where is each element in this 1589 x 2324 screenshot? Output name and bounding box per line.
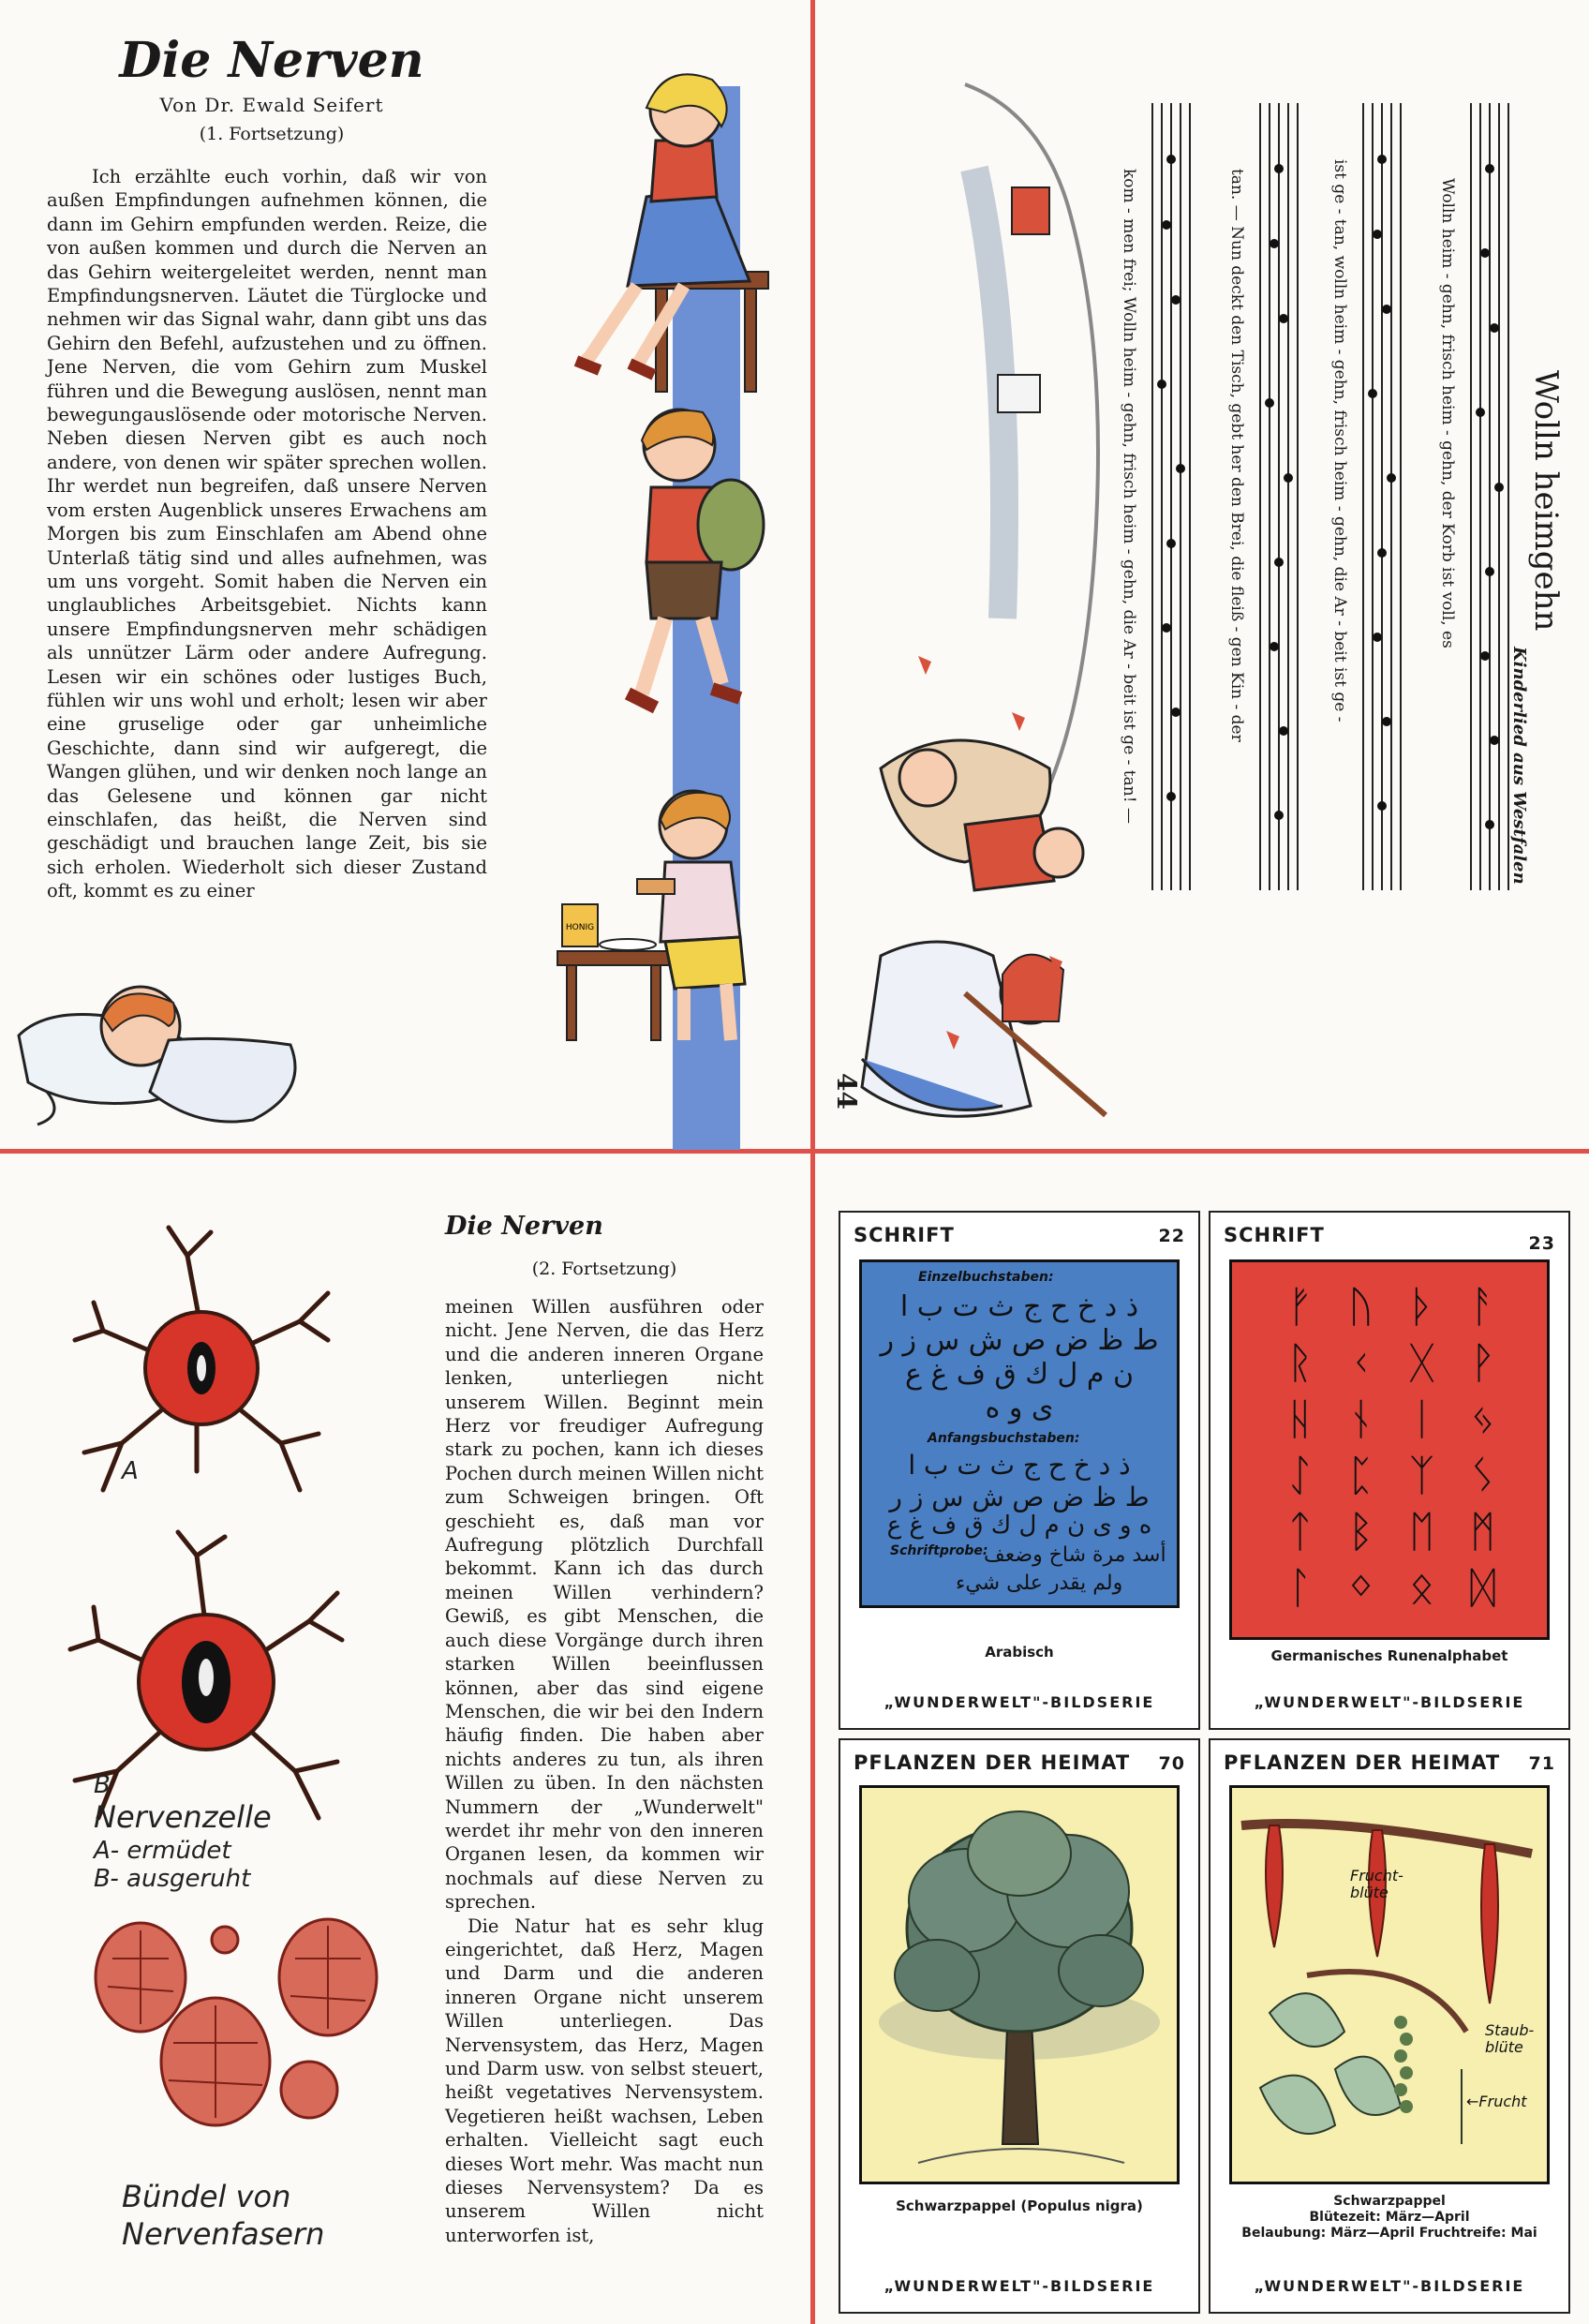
rune-glyph: ᚲ xyxy=(1347,1337,1374,1388)
q3-title: Die Nerven xyxy=(445,1212,603,1241)
rune-glyph: ᚾ xyxy=(1347,1393,1374,1444)
caption-buendel: Bündel von xyxy=(122,2179,291,2214)
rune-glyph: ᛜ xyxy=(1347,1562,1374,1613)
card-category: SCHRIFT xyxy=(1224,1224,1325,1246)
song-line-1: Wolln heim - gehn, frisch heim - gehn, der Korb ist voll, es xyxy=(1438,178,1457,648)
vertical-divider xyxy=(810,0,815,2324)
rune-glyph: ᚨ xyxy=(1469,1281,1496,1332)
horizontal-divider xyxy=(0,1149,1589,1154)
poplar-tree-image xyxy=(859,1785,1180,2184)
arabic-row-6: ط ظ ض ص ش س ز ر xyxy=(889,1482,1150,1512)
card-header xyxy=(1210,1740,1568,1783)
rune-glyph: ᛒ xyxy=(1347,1506,1374,1557)
rune-glyph: ᛗ xyxy=(1469,1506,1496,1557)
song-line-3: tan. — Nun deckt den Tisch, gebt her den Brei, die fleiß - gen Kin - der xyxy=(1227,169,1246,742)
girl-on-stool-illustration xyxy=(525,56,778,422)
sleeping-child-illustration xyxy=(9,951,319,1139)
card-caption-line-1: Schwarzpappel xyxy=(1333,2194,1446,2209)
jar-label: HONIG xyxy=(565,923,595,932)
rune-glyph: ᛊ xyxy=(1469,1450,1496,1500)
q3-body-paragraph-2: Die Natur hat es sehr klug eingerichtet, daß Herz, Magen und Darm und die anderen inneren Organe nicht unserem Willen unterliegen. Das Nervensystem, das Herz, Magen und Darm usw. von selbst steuert, heißt vegetatives Nervensystem. Vegetieren heißt wachsen, Leben erhalten. Vielleicht sagt euch dieses Wort mehr. Was macht nun dieses Nervensystem? Da es unserem Willen nicht unterworfen ist, xyxy=(445,1914,764,2246)
runes-grid xyxy=(1270,1281,1513,1618)
caption-ermuedet: A- ermüdet xyxy=(94,1837,231,1865)
card-header xyxy=(840,1213,1198,1256)
rune-glyph: ᛃ xyxy=(1469,1393,1496,1444)
rune-glyph: ᛏ xyxy=(1286,1506,1314,1557)
rune-glyph: ᛇ xyxy=(1286,1450,1314,1500)
card-caption xyxy=(1210,2194,1568,2242)
card-caption: Schwarzpappel (Populus nigra) xyxy=(896,2197,1143,2214)
article-title: Die Nerven xyxy=(119,32,424,89)
card-footer: „WUNDERWELT"-BILDSERIE xyxy=(1254,2277,1525,2295)
rune-glyph: ᛁ xyxy=(1408,1393,1435,1444)
song-title-text: Wolln heimgehn xyxy=(1527,370,1565,632)
arabic-heading-1: Einzelbuchstaben: xyxy=(918,1270,1054,1285)
nerve-fibers-illustration xyxy=(84,1902,384,2146)
card-footer: „WUNDERWELT"-BILDSERIE xyxy=(1254,1693,1525,1711)
arabic-row-2: ط ظ ض ص ش س ز ر xyxy=(880,1324,1159,1357)
card-number: 23 xyxy=(1528,1233,1555,1254)
rune-glyph: ᛟ xyxy=(1408,1562,1435,1613)
autumn-children-illustration xyxy=(824,56,1134,1153)
rune-glyph: ᚦ xyxy=(1408,1281,1435,1332)
branch-drawing xyxy=(1232,1788,1547,2182)
card-caption-line-3: Belaubung: März—April Fruchtreife: Mai xyxy=(1241,2226,1537,2241)
boy-with-backpack-illustration xyxy=(590,394,778,740)
page-number-text: 44 xyxy=(831,1073,862,1110)
article-part: (1. Fortsetzung) xyxy=(199,124,345,144)
song-title xyxy=(1527,370,1565,631)
boy-eating-illustration xyxy=(543,778,778,1059)
card-caption: Arabisch xyxy=(985,1644,1054,1661)
card-pflanzen-70 xyxy=(839,1738,1200,2314)
article-author: Von Dr. Ewald Seifert xyxy=(159,94,384,116)
arabic-row-5: ذ د خ ح ج ث ت ب ا xyxy=(908,1450,1131,1481)
rune-glyph: ᛈ xyxy=(1347,1450,1374,1500)
card-footer: „WUNDERWELT"-BILDSERIE xyxy=(884,2277,1155,2295)
q3-body xyxy=(445,1295,764,2247)
card-caption: Germanisches Runenalphabet xyxy=(1270,1647,1508,1664)
rune-glyph: ᛚ xyxy=(1286,1562,1314,1613)
arabic-sample-1: أسد مرة شاخ وضعف xyxy=(984,1543,1166,1567)
label-b: B xyxy=(94,1771,111,1799)
card-category: PFLANZEN DER HEIMAT xyxy=(1224,1751,1501,1774)
arabic-heading-2: Anfangsbuchstaben: xyxy=(928,1431,1080,1446)
card-number: 70 xyxy=(1158,1753,1185,1774)
arabic-row-1: ذ د خ ح ج ث ت ب ا xyxy=(899,1290,1139,1323)
poplar-branch-image xyxy=(1229,1785,1550,2184)
q3-body-paragraph-1: meinen Willen ausführen oder nicht. Jene Nerven, die das Herz und die anderen inneren Organe lenken, unterliegen nicht unserem Willen. Beginnt mein Herz vor freudiger Aufregung stark zu pochen, kann ich dieses Pochen durch meinen Willen nicht zum Schweigen bringen. Oft geschieht es, daß man vor Aufregung plötzlich Durchfall bekommt. Kann ich das durch meinen Willen verhindern? Gewiß, es gibt Menschen, die auch diese Vorgänge durch ihren starken Willen beeinflussen können, aber das sind eigene Menschen, die wir bei den Indern häufig finden. Die haben aber nichts anderes zu tun, als ihren Willen zu üben. In den nächsten Nummern der „Wunderwelt" werdet ihr mehr von den inneren Organen lesen, da kommen wir nochmals auf diese Nerven zu sprechen. xyxy=(445,1296,764,1914)
card-number: 71 xyxy=(1528,1753,1555,1774)
rune-glyph: ᚹ xyxy=(1469,1337,1496,1388)
song-subtitle-text: Kinderlied aus Westfalen xyxy=(1509,647,1529,885)
runes-image xyxy=(1229,1259,1550,1640)
card-category: SCHRIFT xyxy=(854,1224,955,1246)
label-frucht: ←Frucht xyxy=(1466,2093,1527,2110)
arabic-row-7: ه و ى ن م ل ك ق ف غ ع xyxy=(886,1512,1152,1540)
rune-glyph: ᛉ xyxy=(1408,1450,1435,1500)
arabic-row-4: ى و ه xyxy=(985,1392,1054,1424)
arabic-script-image xyxy=(859,1259,1180,1608)
card-schrift-23 xyxy=(1209,1211,1570,1730)
caption-ausgeruht: B- ausgeruht xyxy=(94,1865,251,1893)
label-a: A xyxy=(122,1457,139,1485)
card-category: PFLANZEN DER HEIMAT xyxy=(854,1751,1131,1774)
card-number: 22 xyxy=(1158,1226,1185,1246)
label-staubbluete xyxy=(1485,2022,1534,2056)
page-number xyxy=(831,1073,862,1110)
arabic-heading-3: Schriftprobe: xyxy=(890,1543,988,1558)
card-header xyxy=(1210,1213,1568,1256)
q3-part: (2. Fortsetzung) xyxy=(531,1259,677,1279)
rune-glyph: ᛞ xyxy=(1469,1562,1496,1613)
label-fruchtbluete-line-1: Frucht- xyxy=(1350,1867,1403,1885)
rune-glyph: ᚷ xyxy=(1408,1337,1435,1388)
tree-drawing xyxy=(862,1788,1177,2182)
q1-article xyxy=(47,28,497,144)
music-staves xyxy=(1124,103,1518,900)
rune-glyph: ᚺ xyxy=(1286,1393,1314,1444)
rune-glyph: ᛖ xyxy=(1408,1506,1435,1557)
label-staubbluete-line-1: Staub- xyxy=(1485,2021,1535,2039)
caption-nervenzelle: Nervenzelle xyxy=(94,1799,272,1835)
label-fruchtbluete xyxy=(1350,1868,1403,1901)
card-footer: „WUNDERWELT"-BILDSERIE xyxy=(884,1693,1155,1711)
nerve-cell-a-illustration xyxy=(66,1218,337,1509)
rune-glyph: ᚠ xyxy=(1286,1281,1314,1332)
song-line-4: kom - men frei; Wolln heim - gehn, frisch heim - gehn, die Ar - beit ist ge - tan! — xyxy=(1120,169,1138,824)
rune-glyph: ᚢ xyxy=(1347,1281,1374,1332)
label-fruchtbluete-line-2: blüte xyxy=(1350,1884,1389,1901)
arabic-sample-2: ولم يقدر على شيء xyxy=(956,1572,1123,1595)
q1-body-text: Ich erzählte euch vorhin, daß wir von außen Empfindungen aufnehmen können, die dann im Gehirn empfunden werden. Reize, die von außen kommen und durch die Nerven an das Gehirn weitergeleitet werden, nennt man Empfindungsnerven. Läutet die Türglocke und nehmen wir das Signal wahr, dann gibt uns das Gehirn den Befehl, aufzustehen und zu öffnen. Jene Nerven, die vom Gehirn zum Muskel führen und die Bewegung auslösen, nennt man bewegungauslösende oder motorische Nerven. Neben diesen Nerven gibt es auch noch andere, von denen wir später sprechen wollen. Ihr werdet nun begreifen, daß unsere Nerven vom ersten Augenblick unseres Erwachens am Morgen bis zum Einschlafen am Abend ohne Unterlaß tätig sind und alles aufnehmen, was um uns vorgeht. Somit haben die Nerven ein unglaubliches Arbeitsgebiet. Nichts kann unsere Empfindungsnerven mehr schädigen als unnützer Lärm oder andere Aufregung. Lesen wir ein schönes oder lustiges Buch, fühlen wir uns wohl und erholt; lesen wir aber eine gruselige oder gar unheimliche Geschichte, dann sind wir aufgeregt, die Wangen glühen, und wir denken noch lange an das Gelesene und können gar nicht einschlafen, das heißt, die Nerven sind geschädigt und brauchen lange Zeit, bis sie sich erholen. Wiederholt sich dieser Zustand oft, kommt es zu einer xyxy=(47,166,487,902)
card-schrift-22 xyxy=(839,1211,1200,1730)
arabic-row-3: ن م ل ك ق ف غ ع xyxy=(904,1358,1135,1391)
card-pflanzen-71 xyxy=(1209,1738,1570,2314)
label-staubbluete-line-2: blüte xyxy=(1485,2038,1523,2056)
caption-nervenfasern: Nervenfasern xyxy=(122,2216,325,2252)
card-caption-line-2: Blütezeit: März—April xyxy=(1309,2210,1470,2225)
card-header xyxy=(840,1740,1198,1783)
song-line-2: ist ge - tan, wolln heim - gehn, frisch heim - gehn, die Ar - beit ist ge - xyxy=(1330,159,1349,723)
rune-glyph: ᚱ xyxy=(1286,1337,1314,1388)
